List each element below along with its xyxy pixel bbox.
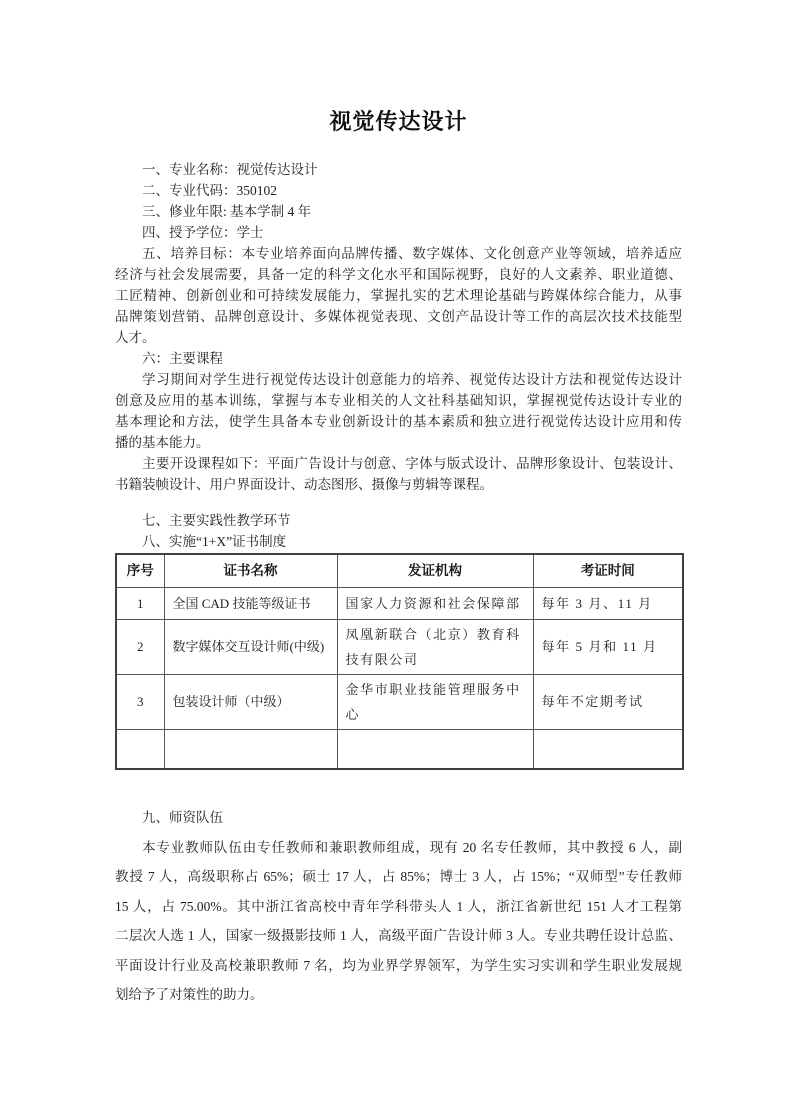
program-name-item: 一、专业名称：视觉传达设计 <box>142 162 318 177</box>
issuer-cell: 凤凰新联合（北京）教育科技有限公司 <box>337 619 533 674</box>
study-duration-item: 三、修业年限: 基本学制 4 年 <box>142 204 312 219</box>
table-row <box>116 619 683 674</box>
serial-cell: 3 <box>116 674 164 729</box>
faculty-line: 本专业教师队伍由专任教师和兼职教师组成，现有 20 名专任教师，其中教授 6 人，副 <box>142 839 682 855</box>
serial-cell: 1 <box>116 587 164 619</box>
serial-cell <box>116 729 164 769</box>
training-objectives-paragraph <box>115 243 682 348</box>
cert-name-cell: 包装设计师（中级） <box>164 674 337 729</box>
courses-description-line: 创意及应用的基本训练，掌握与本专业相关的人文社科基础知识，掌握视觉传达设计专业的 <box>115 393 682 408</box>
exam-time-cell: 每年 3 月、11 月 <box>533 587 683 619</box>
courses-description-line: 基本理论和方法，使学生具备本专业创新设计的基本素质和独立进行视觉传达设计应用和传 <box>115 414 682 429</box>
courses-description-paragraph <box>115 369 682 453</box>
training-objectives-line: 人才。 <box>115 330 156 345</box>
header-cell-issuer: 发证机构 <box>337 554 533 587</box>
faculty-section <box>115 803 682 1010</box>
courses-list-paragraph <box>115 453 682 495</box>
courses-list-line: 主要开设课程如下：平面广告设计与创意、字体与版式设计、品牌形象设计、包装设计、 <box>142 456 682 471</box>
main-courses-heading: 六：主要课程 <box>142 351 223 366</box>
exam-time-cell <box>533 729 683 769</box>
cert-name-cell: 全国 CAD 技能等级证书 <box>164 587 337 619</box>
degree-item: 四、授予学位：学士 <box>142 225 264 240</box>
section-7-8 <box>115 510 682 552</box>
table-row <box>116 674 683 729</box>
faculty-line: 二层次人选 1 人，国家一级摄影技师 1 人，高级平面广告设计师 3 人。专业共聘任设计总监、 <box>115 928 682 943</box>
exam-time-cell: 每年不定期考试 <box>533 674 683 729</box>
table-header-row <box>116 554 683 587</box>
page-title: 视觉传达设计 <box>329 109 468 134</box>
header-cell-cert-name: 证书名称 <box>164 554 337 587</box>
program-code-item: 二、专业代码：350102 <box>142 183 277 198</box>
courses-list-line: 书籍装帧设计、用户界面设计、动态图形、摄像与剪辑等课程。 <box>115 477 493 492</box>
issuer-cell: 金华市职业技能管理服务中心 <box>337 674 533 729</box>
header-cell-exam-time: 考证时间 <box>533 554 683 587</box>
issuer-cell <box>337 729 533 769</box>
training-objectives-line: 经济与社会发展需要，具备一定的科学文化水平和国际视野，良好的人文素养、职业道德、 <box>115 267 682 282</box>
table-row <box>116 587 683 619</box>
faculty-line: 平面设计行业及高校兼职教师 7 名，均为业界学界领军，为学生实习实训和学生职业发展规 <box>115 957 682 973</box>
document-page <box>115 0 682 1010</box>
cert-name-cell: 数字媒体交互设计师(中级) <box>164 619 337 674</box>
faculty-heading: 九、师资队伍 <box>142 810 223 825</box>
header-cell-serial: 序号 <box>116 554 164 587</box>
document-body <box>115 159 682 1010</box>
courses-description-line: 学习期间对学生进行视觉传达设计创意能力的培养、视觉传达设计方法和视觉传达设计 <box>142 372 682 387</box>
faculty-line: 教授 7 人，高级职称占 65%；硕士 17 人，占 85%；博士 3 人，占 15%；“双师型”专任教师 <box>115 869 682 884</box>
training-objectives-line: 工匠精神、创新创业和可持续发展能力，掌握扎实的艺术理论基础与跨媒体综合能力，从事 <box>115 288 682 303</box>
training-objectives-line: 五、培养目标：本专业培养面向品牌传播、数字媒体、文化创意产业等领域，培养适应 <box>142 246 682 261</box>
faculty-line: 15 人，占 75.00%。其中浙江省高校中青年学科带头人 1 人，浙江省新世纪 151 人才工程第 <box>115 898 682 914</box>
courses-description-line: 播的基本能力。 <box>115 435 210 450</box>
exam-time-cell: 每年 5 月和 11 月 <box>533 619 683 674</box>
practice-teaching-heading: 七、主要实践性教学环节 <box>142 513 291 528</box>
faculty-line: 划给予了对策性的助力。 <box>115 987 264 1002</box>
certificate-table <box>115 553 684 770</box>
cert-system-heading: 八、实施“1+X”证书制度 <box>142 534 287 549</box>
training-objectives-line: 品牌策划营销、品牌创意设计、多媒体视觉表现、文创产品设计等工作的高层次技术技能型 <box>115 309 682 324</box>
serial-cell: 2 <box>116 619 164 674</box>
cert-name-cell <box>164 729 337 769</box>
table-row-empty <box>116 729 683 769</box>
issuer-cell: 国家人力资源和社会保障部 <box>337 587 533 619</box>
